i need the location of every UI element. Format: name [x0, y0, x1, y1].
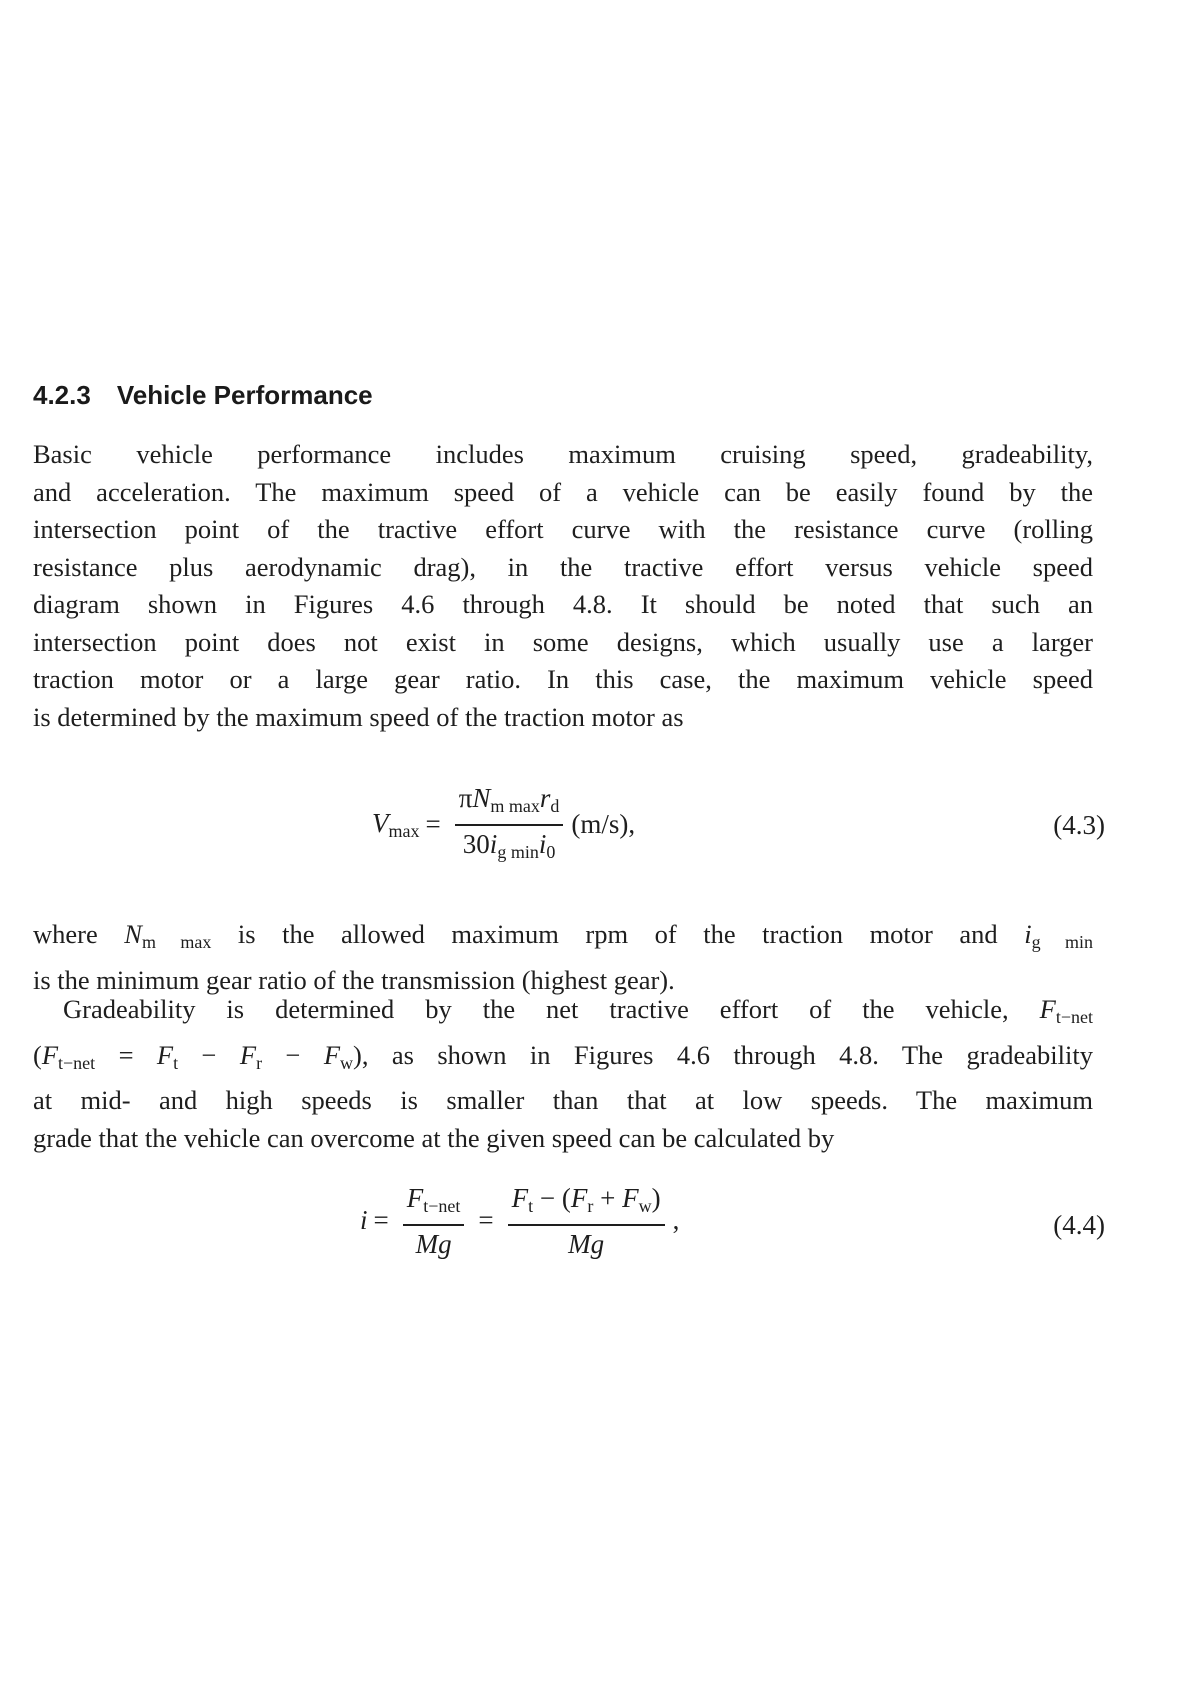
text-line: is determined by the maximum speed of the traction motor as — [33, 701, 684, 732]
eq-equals: = — [425, 809, 441, 840]
equation-number: (4.4) — [1053, 1210, 1105, 1240]
eq-lhs: i — [360, 1205, 368, 1236]
equation-4-3 — [0, 780, 1200, 870]
paragraph-where — [33, 916, 1093, 999]
text-line: resistance plus aerodynamic drag), in the tractive effort versus vehicle speed — [33, 551, 1093, 582]
eq-fraction — [403, 1180, 465, 1262]
eq-denominator: Mg — [415, 1228, 452, 1259]
equation-number: (4.3) — [1053, 810, 1105, 840]
eq-equals: = — [373, 1205, 389, 1236]
section-number: 4.2.3 — [33, 380, 91, 410]
paragraph-intro — [33, 436, 1093, 736]
text-line: traction motor or a large gear ratio. In this case, the maximum vehicle speed — [33, 664, 1093, 694]
text-line: intersection point of the tractive effort curve with the resistance curve (rolling — [33, 514, 1093, 544]
text-line: intersection point does not exist in some designs, which usually use a larger — [33, 626, 1093, 657]
eq-units: (m/s), — [571, 809, 636, 840]
eq-numerator: $F_{t-net}$ — [406, 1183, 461, 1216]
text-line: grade that the vehicle can overcome at the given speed can be calculated by — [33, 1122, 835, 1153]
equation-body — [372, 780, 635, 870]
text-line: diagram shown in Figures 4.6 through 4.8. It should be noted that such an — [33, 589, 1093, 619]
eq-denominator: Mg — [568, 1228, 605, 1259]
eq-comma: , — [672, 1205, 680, 1236]
eq-lhs: $V_{max}$ — [372, 807, 420, 841]
eq-numerator: $\pi N_{m max}r_d$ — [458, 783, 560, 816]
text-line: and acceleration. The maximum speed of a vehicle can be easily found by the — [33, 476, 1093, 507]
equation-body — [360, 1180, 679, 1262]
eq-fraction — [508, 1180, 665, 1262]
text-line: at mid- and high speeds is smaller than that at low speeds. The maximum — [33, 1085, 1093, 1115]
section-title: Vehicle Performance — [116, 380, 373, 410]
text-line: $(F_{t-net} = F_t - F_r - F_w)$, as shown in Figures 4.6 through 4.8. The gradeability — [33, 1039, 1094, 1073]
eq-numerator: $F_t - (F_r + F_w)$ — [511, 1183, 661, 1216]
text-line: Gradeability is determined by the net tractive effort of the vehicle, $F_{t-net}$ — [63, 994, 1093, 1027]
text-line: Basic vehicle performance includes maximum cruising speed, gradeability, — [33, 439, 1093, 469]
text-line: where $N_{m max}$ is the allowed maximum rpm of the traction motor and $i_{g min}$ — [33, 919, 1093, 952]
text-line: is the minimum gear ratio of the transmission (highest gear). — [33, 964, 675, 995]
eq-denominator: $30i_{g min}i_0$ — [462, 828, 556, 862]
section-heading — [33, 380, 373, 411]
eq-fraction — [455, 780, 564, 870]
equation-4-4 — [0, 1180, 1200, 1270]
paragraph-gradeability — [33, 991, 1093, 1157]
eq-equals: = — [478, 1205, 494, 1236]
